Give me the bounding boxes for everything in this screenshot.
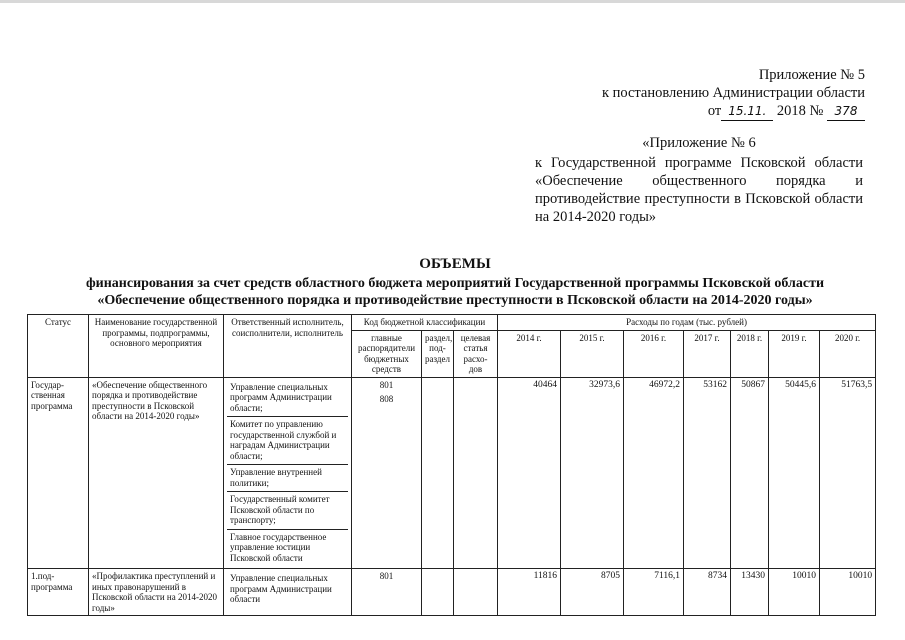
header-target: целевая статья расхо-дов [454, 330, 498, 377]
table-row [28, 377, 876, 569]
year-text: 2018 [776, 103, 806, 119]
program-reference-title: «Приложение № 6 [642, 135, 756, 151]
header-year-2014: 2014 г. [498, 330, 561, 377]
value-2016: 46972,2 [624, 377, 684, 569]
row-name: «Профилактика преступлений и иных правонарушений в Псковской области на 2014-2020 годы» [89, 569, 224, 616]
header-row-1 [28, 315, 876, 331]
value-2020: 10010 [820, 569, 876, 616]
value-2014: 11816 [498, 569, 561, 616]
value-2019: 50445,6 [769, 377, 820, 569]
header-year-2019: 2019 г. [769, 330, 820, 377]
document-subtitle-1: финансирования за счет средств областного бюджета мероприятий Государственной программы Псковской области [85, 276, 825, 291]
program-reference-block [535, 134, 863, 226]
value-2016: 7116,1 [624, 569, 684, 616]
value-2017: 8734 [684, 569, 731, 616]
handwritten-date: 15.11. [721, 102, 773, 121]
row-codes [352, 377, 422, 569]
document-subtitle-2: «Обеспечение общественного порядка и противодействие преступности в Псковской области на 2014-2020 годы» [97, 293, 813, 308]
value-2015: 8705 [561, 569, 624, 616]
header-main-managers: главные распорядители бюджетных средств [352, 330, 422, 377]
budget-code: 801 [379, 571, 394, 581]
header-section: раздел, под-раздел [422, 330, 454, 377]
header-expenses: Расходы по годам (тыс. рублей) [498, 315, 876, 331]
header-year-2018: 2018 г. [731, 330, 769, 377]
header-name: Наименование государственной программы, подпрограммы, основного мероприятия [89, 315, 224, 378]
appendix-line1: Приложение № 5 [758, 67, 865, 83]
handwritten-number: 378 [827, 102, 865, 121]
executor-item: Управление специальных программ Администрации области; [227, 380, 348, 418]
header-year-2015: 2015 г. [561, 330, 624, 377]
row-status: Государ-ственная программа [28, 377, 89, 569]
value-2020: 51763,5 [820, 377, 876, 569]
document-title: ОБЪЕМЫ [419, 256, 491, 272]
row-section [422, 377, 454, 569]
executor-item: Комитет по управлению государственной службой и наградам Администрации области; [227, 417, 348, 465]
budget-code: 808 [379, 394, 394, 404]
row-name: «Обеспечение общественного порядка и противодействие преступности в Псковской области на 2014-2020 годы» [89, 377, 224, 569]
executor-item: Управление внутренней политики; [227, 465, 348, 492]
row-executors [224, 569, 352, 616]
financing-table [27, 314, 876, 616]
scan-edge [0, 0, 905, 3]
row-target [454, 569, 498, 616]
budget-code: 801 [379, 379, 394, 390]
value-2014: 40464 [498, 377, 561, 569]
row-executors [224, 377, 352, 569]
executor-item: Государственный комитет Псковской области по транспорту; [227, 492, 348, 530]
header-year-2017: 2017 г. [684, 330, 731, 377]
appendix-line2: к постановлению Администрации области [601, 85, 865, 101]
row-codes [352, 569, 422, 616]
number-label: № [809, 103, 824, 119]
appendix-date-line [535, 102, 865, 121]
table-row [28, 569, 876, 616]
appendix-block [535, 66, 865, 121]
value-2018: 13430 [731, 569, 769, 616]
header-year-2016: 2016 г. [624, 330, 684, 377]
row-status: 1.под-программа [28, 569, 89, 616]
header-budget-code: Код бюджетной классификации [352, 315, 498, 331]
header-year-2020: 2020 г. [820, 330, 876, 377]
value-2019: 10010 [769, 569, 820, 616]
executor-item: Управление специальных программ Администрации области [230, 573, 332, 604]
value-2018: 50867 [731, 377, 769, 569]
header-executor: Ответственный исполнитель, соисполнители, исполнитель [224, 315, 352, 378]
value-2017: 53162 [684, 377, 731, 569]
page-bottom-cutoff [0, 624, 905, 640]
row-section [422, 569, 454, 616]
value-2015: 32973,6 [561, 377, 624, 569]
executor-item: Главное государственное управление юстиции Псковской области [230, 531, 327, 563]
header-status: Статус [28, 315, 89, 378]
program-reference-text: к Государственной программе Псковской области «Обеспечение общественного порядка и противодействие преступности в Псковской области на 2014-2020 годы» [535, 155, 863, 225]
from-label: от [707, 103, 722, 119]
row-target [454, 377, 498, 569]
